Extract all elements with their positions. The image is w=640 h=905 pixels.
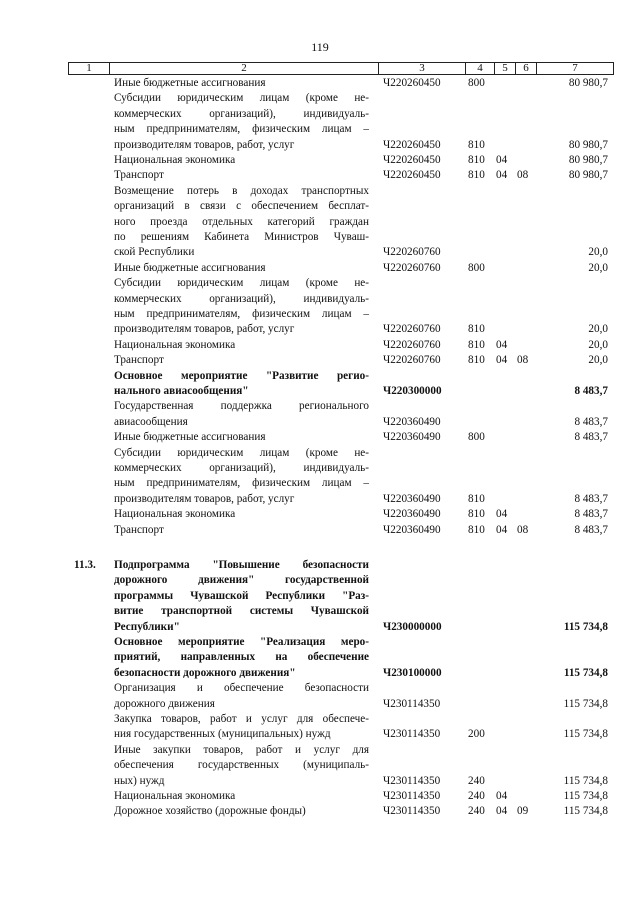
row-description [114, 261, 369, 276]
row-description [114, 430, 369, 445]
amount: 80 980,7 [568, 169, 608, 182]
target-code: Ч220300000 [383, 384, 442, 397]
description-line: ным предпринимателям, физическим лицам – [114, 477, 369, 490]
amount: 115 734,8 [563, 620, 608, 633]
expense-type: 800 [468, 431, 485, 444]
target-code: Ч220360490 [383, 508, 441, 521]
target-code: Ч220260450 [383, 77, 441, 89]
row-description [114, 507, 369, 522]
expense-type: 810 [468, 508, 485, 521]
target-code: Ч220360490 [383, 523, 441, 536]
amount: 20,0 [588, 338, 608, 351]
description-line: коммерческих организаций), индивидуаль- [114, 107, 369, 120]
description-line: авиасообщения [114, 415, 188, 428]
target-code: Ч230000000 [383, 620, 442, 633]
row-description [114, 558, 369, 635]
header-col-7: 7 [537, 63, 614, 75]
row-description [114, 153, 369, 168]
expense-type: 240 [468, 805, 485, 818]
section-code: 04 [496, 154, 508, 166]
description-line: ным предпринимателям, физическим лицам – [114, 307, 369, 320]
row-description [114, 681, 369, 712]
section-code: 04 [496, 508, 508, 521]
section-code: 04 [496, 805, 508, 818]
header-col-2: 2 [110, 63, 379, 75]
description-line: приятий, направленных на обеспечение [114, 651, 369, 664]
description-line: Республики" [114, 620, 180, 633]
description-line: Закупка товаров, работ и услуг для обеспече- [114, 713, 369, 725]
target-code: Ч220360490 [383, 492, 441, 505]
target-code: Ч220360490 [383, 431, 441, 444]
description-line: производителям товаров, работ, услуг [114, 323, 295, 336]
amount: 20,0 [588, 246, 608, 259]
description-line: Национальная экономика [114, 508, 236, 521]
description-line: дорожного движения" государственной [114, 574, 369, 587]
expense-type: 200 [468, 728, 485, 741]
expense-type: 810 [468, 169, 485, 182]
amount: 115 734,8 [563, 728, 608, 741]
description-line: Организация и обеспечение безопасности [114, 682, 369, 695]
description-line: по решениям Кабинета Министров Чуваш- [114, 230, 369, 243]
description-line: Основное мероприятие "Реализация меро- [114, 636, 369, 648]
description-line: Иные бюджетные ассигнования [114, 77, 266, 89]
subsection-code: 08 [517, 354, 529, 367]
target-code: Ч220260760 [383, 246, 441, 259]
target-code: Ч220260450 [383, 154, 441, 166]
header-col-5: 5 [495, 63, 516, 75]
description-line: Национальная экономика [114, 790, 236, 802]
section-code: 04 [496, 169, 508, 182]
amount: 115 734,8 [563, 774, 608, 787]
header-col-1: 1 [69, 63, 110, 75]
row-description [114, 399, 369, 430]
target-code: Ч220360490 [383, 415, 441, 428]
row-description [114, 338, 369, 353]
description-line: ного проезда отдельных категорий граждан [114, 215, 369, 228]
description-line: коммерческих организаций), индивидуаль- [114, 461, 369, 474]
description-line: Подпрограмма "Повышение безопасности [114, 559, 369, 571]
amount: 80 980,7 [568, 77, 608, 89]
row-description [114, 804, 369, 819]
expense-type: 810 [468, 154, 485, 166]
description-line: Возмещение потерь в доходах транспортных [114, 184, 369, 197]
section-code: 04 [496, 354, 508, 367]
amount: 8 483,7 [574, 431, 608, 444]
subsection-code: 08 [517, 169, 529, 182]
description-line: Субсидии юридическим лицам (кроме не- [114, 277, 369, 290]
amount: 8 483,7 [574, 523, 608, 536]
description-line: ным предпринимателям, физическим лицам – [114, 123, 369, 136]
section-code: 04 [496, 790, 508, 802]
row-description [114, 446, 369, 508]
row-description [114, 523, 369, 538]
section-code: 04 [496, 523, 508, 536]
expense-type: 800 [468, 77, 485, 89]
amount: 20,0 [588, 261, 608, 274]
header-col-3: 3 [379, 63, 466, 75]
target-code: Ч230114350 [383, 728, 441, 741]
target-code: Ч220260760 [383, 261, 441, 274]
row-description [114, 635, 369, 681]
description-line: нального авиасообщения" [114, 384, 249, 397]
description-line: ской Республики [114, 246, 195, 259]
page-number: 119 [311, 40, 329, 54]
description-line: Транспорт [114, 354, 164, 367]
description-line: обеспечения государственных (муниципаль- [114, 759, 369, 772]
description-line: производителям товаров, работ, услуг [114, 138, 295, 151]
row-description [114, 76, 369, 91]
description-line: Транспорт [114, 523, 164, 536]
row-description [114, 712, 369, 743]
expense-type: 800 [468, 261, 485, 274]
target-code: Ч230100000 [383, 666, 442, 679]
expense-type: 810 [468, 492, 485, 505]
amount: 80 980,7 [568, 138, 608, 151]
amount: 8 483,7 [574, 415, 608, 428]
header-col-4: 4 [466, 63, 495, 75]
target-code: Ч230114350 [383, 805, 441, 818]
target-code: Ч230114350 [383, 774, 441, 787]
amount: 20,0 [588, 323, 608, 336]
row-description [114, 168, 369, 183]
description-line: программы Чувашской Республики "Раз- [114, 589, 369, 602]
description-line: Иные бюджетные ассигнования [114, 431, 266, 444]
target-code: Ч220260760 [383, 354, 441, 367]
header-col-6: 6 [516, 63, 537, 75]
section-code: 04 [496, 338, 508, 351]
description-line: Субсидии юридическим лицам (кроме не- [114, 446, 369, 459]
description-line: Основное мероприятие "Развитие регио- [114, 369, 369, 382]
description-line: безопасности дорожного движения" [114, 666, 296, 679]
row-description [114, 353, 369, 368]
target-code: Ч220260760 [383, 338, 441, 351]
description-line: ных) нужд [114, 774, 165, 787]
expense-type: 240 [468, 790, 485, 802]
expense-type: 810 [468, 354, 485, 367]
description-line: дорожного движения [114, 697, 215, 710]
description-line: Национальная экономика [114, 154, 236, 166]
expense-type: 810 [468, 323, 485, 336]
amount: 115 734,8 [563, 666, 608, 679]
amount: 20,0 [588, 354, 608, 367]
expense-type: 240 [468, 774, 485, 787]
amount: 115 734,8 [563, 805, 608, 818]
description-line: Дорожное хозяйство (дорожные фонды) [114, 805, 306, 818]
row-description [114, 743, 369, 789]
row-description [114, 369, 369, 400]
description-line: Иные закупки товаров, работ и услуг для [114, 743, 369, 756]
row-description [114, 91, 369, 153]
description-line: Иные бюджетные ассигнования [114, 261, 266, 274]
description-line: ния государственных (муниципальных) нужд [114, 728, 331, 741]
amount: 8 483,7 [574, 384, 608, 397]
expense-type: 810 [468, 523, 485, 536]
amount: 8 483,7 [574, 508, 608, 521]
subsection-code: 09 [517, 805, 529, 818]
amount: 115 734,8 [563, 697, 608, 710]
description-line: производителям товаров, работ, услуг [114, 492, 295, 505]
description-line: организаций в связи с обеспечением бесплат- [114, 200, 369, 213]
target-code: Ч220260450 [383, 169, 441, 182]
description-line: Субсидии юридическим лицам (кроме не- [114, 92, 369, 105]
amount: 80 980,7 [568, 154, 608, 166]
row-description [114, 789, 369, 804]
amount: 115 734,8 [563, 790, 608, 802]
row-description [114, 276, 369, 338]
subsection-code: 08 [517, 523, 529, 536]
row-description [114, 184, 369, 261]
description-line: Государственная поддержка регионального [114, 400, 369, 413]
amount: 8 483,7 [574, 492, 608, 505]
section-number: 11.3. [74, 559, 96, 571]
target-code: Ч230114350 [383, 697, 441, 710]
description-line: Транспорт [114, 169, 164, 182]
target-code: Ч230114350 [383, 790, 441, 802]
target-code: Ч220260450 [383, 138, 441, 151]
expense-type: 810 [468, 138, 485, 151]
expense-type: 810 [468, 338, 485, 351]
target-code: Ч220260760 [383, 323, 441, 336]
description-line: Национальная экономика [114, 338, 236, 351]
description-line: витие транспортной системы Чувашской [114, 605, 369, 618]
description-line: коммерческих организаций), индивидуаль- [114, 292, 369, 305]
